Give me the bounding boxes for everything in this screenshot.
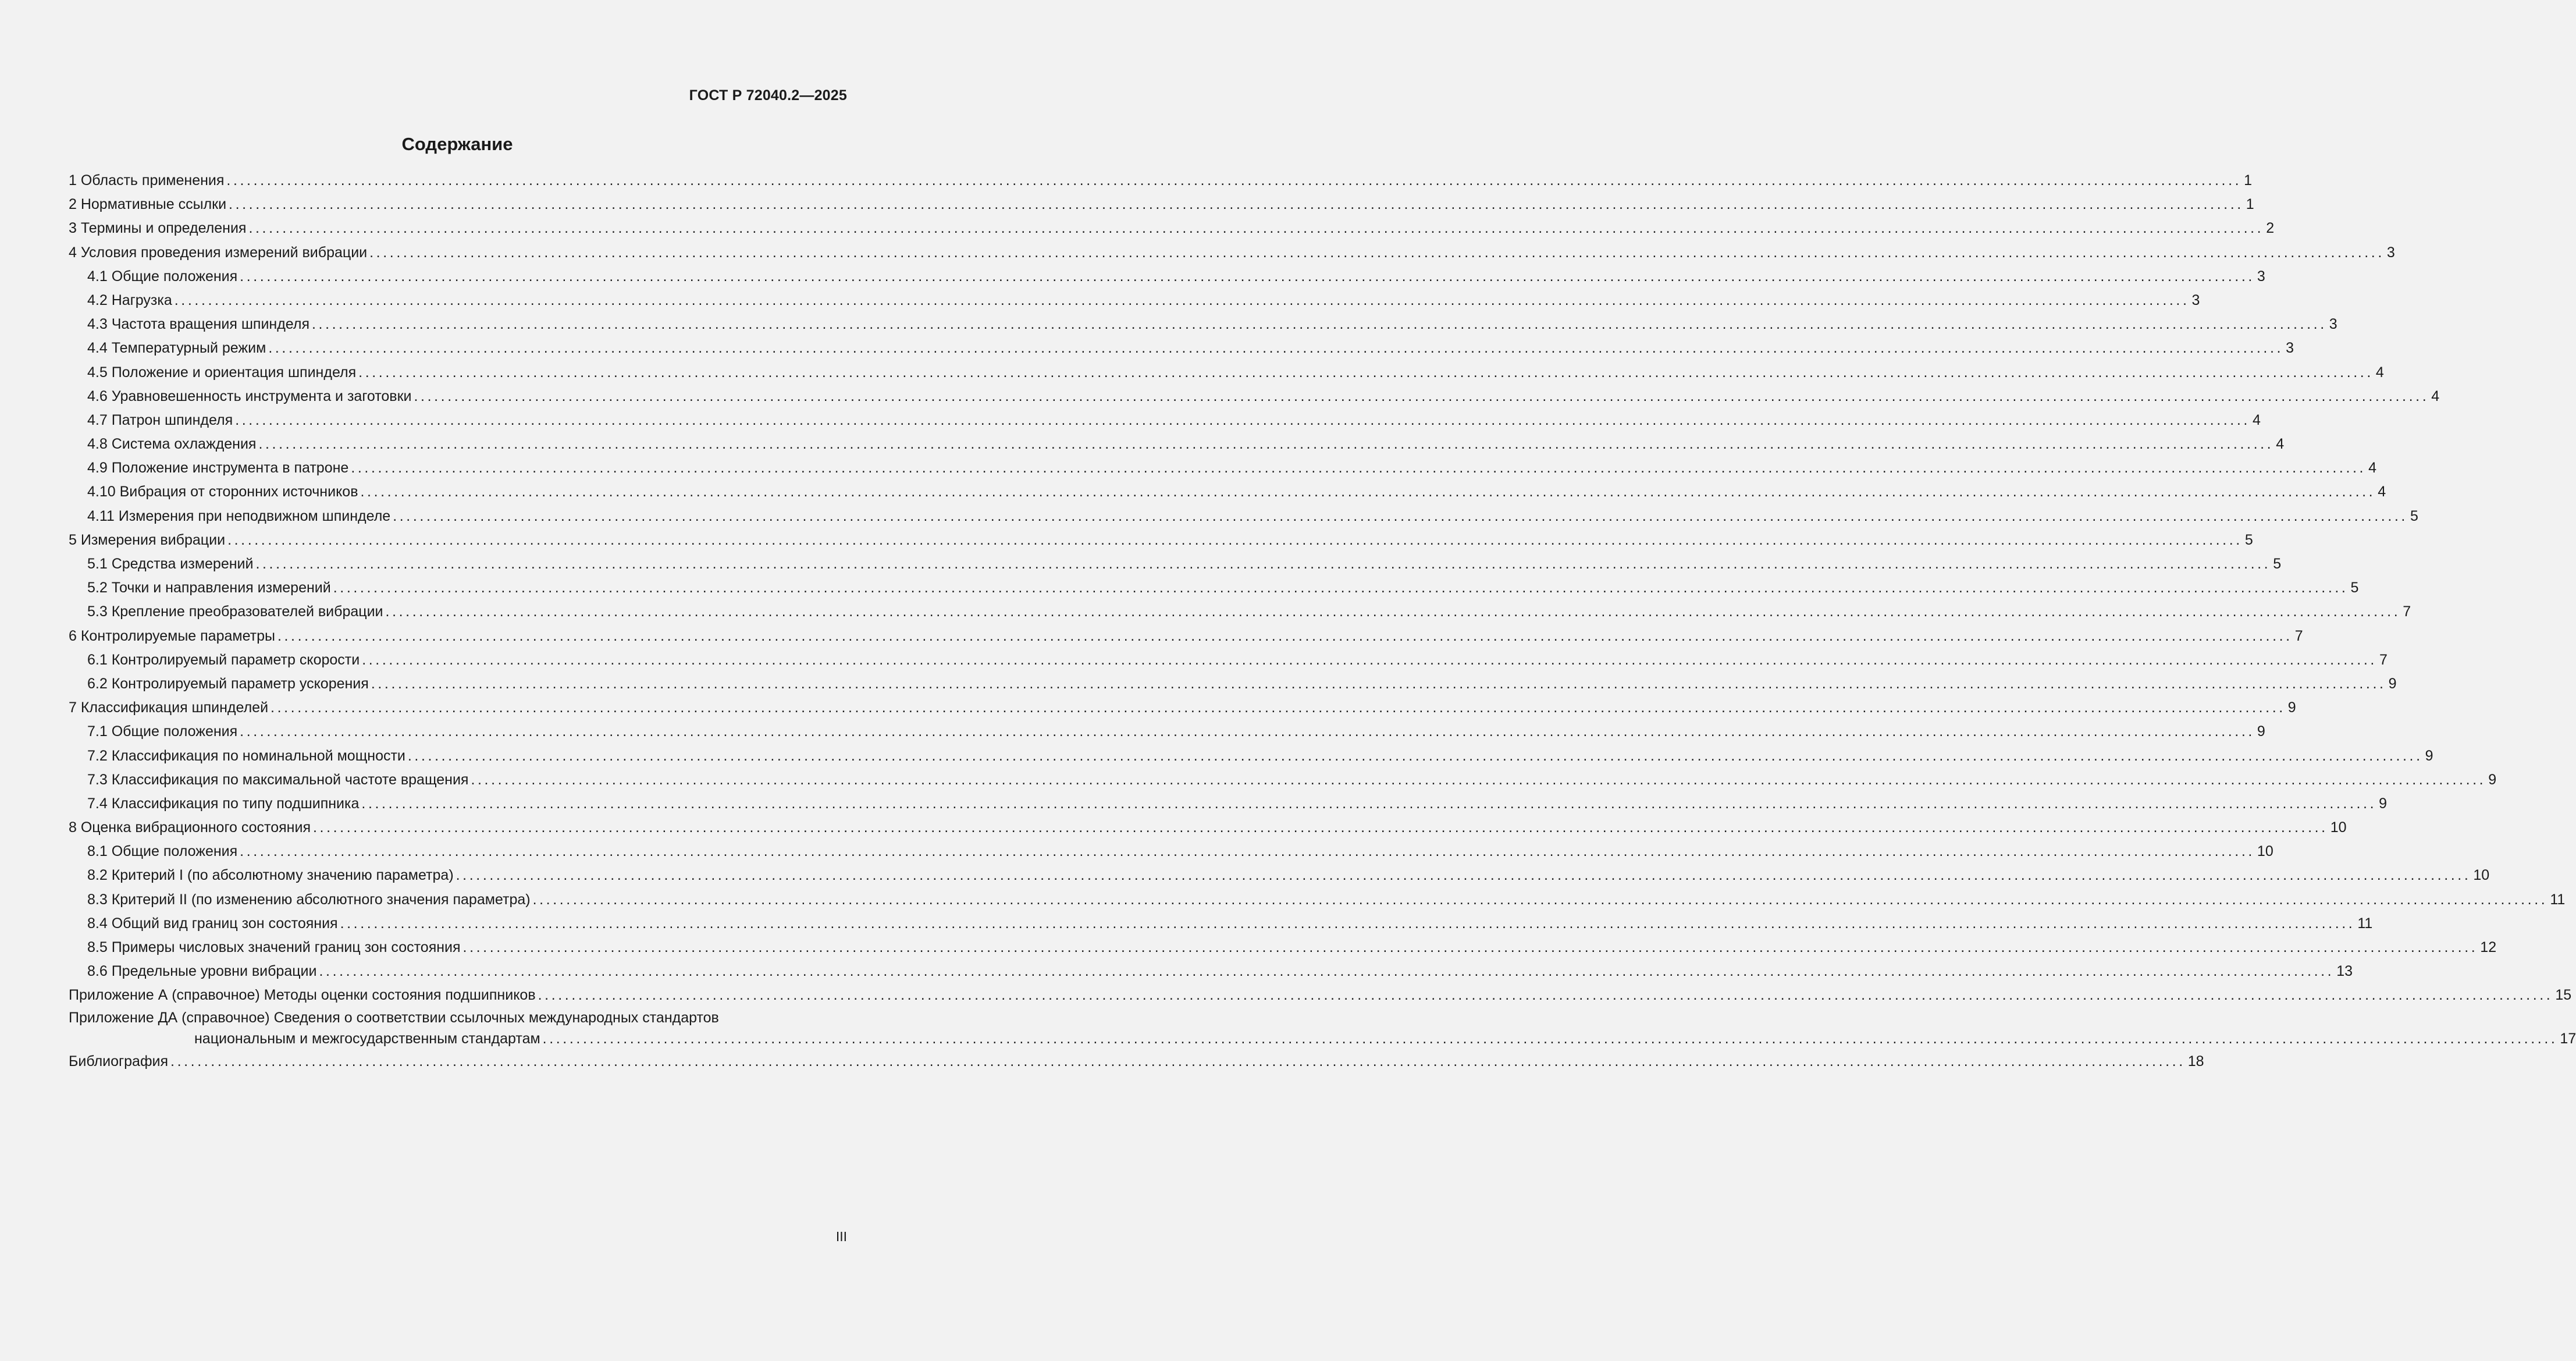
toc-entry-label: Библиография <box>69 1053 169 1069</box>
toc-leader-dots: ............................................................................................................................................................................................................................................................................................................ <box>385 603 2401 620</box>
toc-entry-page: 12 <box>2480 939 2497 955</box>
toc-leader-dots: ............................................................................................................................................................................................................................................................................................................ <box>240 268 2255 285</box>
toc-leader-dots: ............................................................................................................................................................................................................................................................................................................ <box>351 460 2367 477</box>
table-of-contents <box>69 169 2576 1074</box>
toc-leader-dots: ............................................................................................................................................................................................................................................................................................................ <box>333 580 2349 596</box>
toc-entry-page: 3 <box>2329 316 2337 333</box>
toc-entry-label: 4.8 Система охлаждения <box>87 436 257 453</box>
toc-entry-label: 8.5 Примеры числовых значений границ зон состояния <box>87 939 461 955</box>
toc-leader-dots: ............................................................................................................................................................................................................................................................................................................ <box>319 963 2335 980</box>
toc-entry-label: 6.2 Контролируемый параметр ускорения <box>87 675 369 692</box>
toc-title: Содержание <box>401 134 513 154</box>
toc-entry-label: Приложение А (справочное) Методы оценки состояния подшипников <box>69 987 536 1004</box>
toc-entry-label: 8.4 Общий вид границ зон состояния <box>87 915 338 932</box>
toc-leader-dots: ............................................................................................................................................................................................................................................................................................................ <box>229 196 2244 213</box>
toc-entry-page: 3 <box>2191 292 2200 308</box>
toc-entry-page: 5 <box>2244 531 2253 548</box>
toc-entry[interactable] <box>69 169 2253 193</box>
toc-entry[interactable] <box>69 456 2376 480</box>
toc-entry-label: Приложение ДА (справочное) Сведения о соответствии ссылочных международных стандартов <box>69 1009 719 1026</box>
toc-leader-dots: ............................................................................................................................................................................................................................................................................................................ <box>360 484 2376 500</box>
toc-entry-appendix-da[interactable] <box>69 1008 2576 1050</box>
toc-entry-label: 4.1 Общие положения <box>87 268 238 285</box>
toc-entry[interactable] <box>69 720 2265 744</box>
toc-leader-dots: ............................................................................................................................................................................................................................................................................................................ <box>371 675 2386 692</box>
toc-leader-dots: ............................................................................................................................................................................................................................................................................................................ <box>312 316 2327 333</box>
toc-leader-dots: ............................................................................................................................................................................................................................................................................................................ <box>407 747 2423 764</box>
toc-entry[interactable] <box>69 265 2265 289</box>
toc-entry-label: 4.5 Положение и ориентация шпинделя <box>87 364 357 381</box>
toc-entry-label: 8.2 Критерий I (по абсолютному значению параметра) <box>87 867 454 884</box>
toc-leader-dots: ............................................................................................................................................................................................................................................................................................................ <box>170 1053 2186 1069</box>
page-number: III <box>835 1229 847 1244</box>
toc-entry-label: 5 Измерения вибрации <box>69 531 226 548</box>
toc-entry[interactable] <box>69 576 2359 600</box>
toc-entry-label: 4.11 Измерения при неподвижном шпинделе <box>87 507 391 524</box>
toc-entry-page: 7 <box>2403 603 2411 620</box>
toc-entry-page: 9 <box>2425 747 2433 764</box>
toc-entry[interactable] <box>69 840 2273 863</box>
toc-entry-label: 8.1 Общие положения <box>87 843 238 860</box>
toc-entry-page: 4 <box>2276 436 2285 453</box>
toc-entry-page: 4 <box>2368 460 2376 477</box>
toc-entry-page: 1 <box>2246 196 2254 213</box>
toc-entry[interactable] <box>69 336 2294 360</box>
toc-entry-page: 2 <box>2266 220 2275 237</box>
toc-entry-label: 7.2 Классификация по номинальной мощности <box>87 747 405 764</box>
toc-entry-label: 4.9 Положение инструмента в патроне <box>87 460 349 477</box>
toc-entry[interactable] <box>69 312 2337 336</box>
toc-entry-label: 1 Область применения <box>69 172 225 189</box>
toc-entry-label: 7.1 Общие положения <box>87 723 238 740</box>
document-code: ГОСТ Р 72040.2—2025 <box>689 87 847 104</box>
toc-leader-dots: ............................................................................................................................................................................................................................................................................................................ <box>358 364 2374 381</box>
toc-entry-label: 4.6 Уравновешенность инструмента и заготовки <box>87 388 412 404</box>
toc-leader-dots: ............................................................................................................................................................................................................................................................................................................ <box>258 436 2274 453</box>
toc-entry[interactable] <box>69 528 2253 552</box>
toc-entry-page: 9 <box>2488 771 2497 788</box>
toc-entry-label: 7.4 Классификация по типу подшипника <box>87 795 360 812</box>
toc-entry-label: 8.3 Критерий II (по изменению абсолютного значения параметра) <box>87 891 531 908</box>
toc-leader-dots: ............................................................................................................................................................................................................................................................................................................ <box>227 531 2243 548</box>
toc-entry[interactable] <box>69 983 2572 1007</box>
toc-entry-label: 4.4 Температурный режим <box>87 340 266 357</box>
toc-entry-page: 15 <box>2555 987 2572 1004</box>
toc-entry[interactable] <box>69 600 2411 624</box>
toc-entry[interactable] <box>69 241 2395 265</box>
toc-leader-dots: ............................................................................................................................................................................................................................................................................................................ <box>456 867 2471 884</box>
toc-leader-dots: ............................................................................................................................................................................................................................................................................................................ <box>361 795 2377 812</box>
toc-entry[interactable] <box>69 768 2497 792</box>
toc-leader-dots: ............................................................................................................................................................................................................................................................................................................ <box>277 627 2293 644</box>
toc-leader-dots: ............................................................................................................................................................................................................................................................................................................ <box>268 340 2284 357</box>
toc-entry-page: 9 <box>2388 675 2397 692</box>
toc-entry-page: 1 <box>2244 172 2253 189</box>
toc-entry[interactable] <box>69 888 2566 912</box>
toc-entry[interactable] <box>69 816 2347 840</box>
toc-entry-bibliography[interactable] <box>69 1050 2204 1074</box>
toc-leader-dots: ............................................................................................................................................................................................................................................................................................................ <box>414 388 2429 404</box>
toc-entry-label: 5.3 Крепление преобразователей вибрации <box>87 603 383 620</box>
toc-entry-label: 6.1 Контролируемый параметр скорости <box>87 651 360 668</box>
toc-leader-dots: ............................................................................................................................................................................................................................................................................................................ <box>340 915 2356 932</box>
toc-entry-label: 4.10 Вибрация от сторонних источников <box>87 484 358 500</box>
toc-leader-dots: ............................................................................................................................................................................................................................................................................................................ <box>235 411 2250 428</box>
toc-entry[interactable] <box>69 624 2303 648</box>
toc-entry-label: 7 Классификация шпинделей <box>69 699 269 716</box>
toc-leader-dots: ............................................................................................................................................................................................................................................................................................................ <box>532 891 2548 908</box>
toc-entry[interactable] <box>69 552 2282 576</box>
toc-entry[interactable] <box>69 672 2397 696</box>
toc-entry[interactable] <box>69 480 2386 504</box>
toc-entry-page: 7 <box>2379 651 2388 668</box>
toc-entry[interactable] <box>69 504 2418 528</box>
toc-entry-page: 4 <box>2431 388 2440 404</box>
toc-leader-dots: ............................................................................................................................................................................................................................................................................................................ <box>362 651 2377 668</box>
toc-entry-page: 17 <box>2560 1030 2576 1047</box>
toc-entry-page: 11 <box>2550 891 2566 908</box>
toc-leader-dots: ............................................................................................................................................................................................................................................................................................................ <box>542 1030 2558 1047</box>
toc-entry-page: 5 <box>2410 507 2418 524</box>
toc-entry[interactable] <box>69 432 2285 456</box>
toc-leader-dots: ............................................................................................................................................................................................................................................................................................................ <box>312 819 2328 836</box>
toc-entry[interactable] <box>69 960 2353 983</box>
toc-entry[interactable] <box>69 648 2388 672</box>
toc-leader-dots: ............................................................................................................................................................................................................................................................................................................ <box>462 939 2478 955</box>
toc-entry-label: 2 Нормативные ссылки <box>69 196 227 213</box>
toc-entry-page: 3 <box>2386 244 2395 261</box>
toc-entry[interactable] <box>69 408 2261 432</box>
toc-entry-page: 11 <box>2357 915 2373 932</box>
toc-leader-dots: ............................................................................................................................................................................................................................................................................................................ <box>248 220 2264 237</box>
toc-entry[interactable] <box>69 912 2373 936</box>
toc-entry-page: 18 <box>2187 1053 2204 1069</box>
toc-entry[interactable] <box>69 792 2388 816</box>
toc-entry-page: 9 <box>2287 699 2296 716</box>
toc-entry[interactable] <box>69 385 2440 408</box>
toc-entry-label: 4.7 Патрон шпинделя <box>87 411 233 428</box>
toc-entry-page: 10 <box>2473 867 2490 884</box>
toc-leader-dots: ............................................................................................................................................................................................................................................................................................................ <box>538 987 2553 1004</box>
toc-leader-dots: ............................................................................................................................................................................................................................................................................................................ <box>240 723 2255 740</box>
toc-leader-dots: ............................................................................................................................................................................................................................................................................................................ <box>255 556 2271 572</box>
toc-entry-page: 5 <box>2350 580 2359 596</box>
toc-entry[interactable] <box>69 696 2296 720</box>
toc-leader-dots: ............................................................................................................................................................................................................................................................................................................ <box>471 771 2486 788</box>
toc-entry-label: 5.2 Точки и направления измерений <box>87 580 331 596</box>
toc-entry[interactable] <box>69 193 2254 216</box>
toc-entry-label: 6 Контролируемые параметры <box>69 627 275 644</box>
toc-entry-label-continued: национальным и межгосударственным стандартам <box>194 1030 540 1047</box>
toc-entry-page: 7 <box>2294 627 2303 644</box>
toc-entry-label: 5.1 Средства измерений <box>87 556 254 572</box>
toc-entry-page: 9 <box>2257 723 2265 740</box>
toc-entry-label: 8.6 Предельные уровни вибрации <box>87 963 317 980</box>
toc-leader-dots: ............................................................................................................................................................................................................................................................................................................ <box>393 507 2408 524</box>
toc-entry[interactable] <box>69 936 2497 960</box>
toc-entry-label: 4 Условия проведения измерений вибрации <box>69 244 368 261</box>
toc-entry-page: 13 <box>2336 963 2353 980</box>
toc-entry-page: 9 <box>2379 795 2388 812</box>
toc-entry-page: 3 <box>2257 268 2265 285</box>
toc-entry-label: 7.3 Классификация по максимальной частоте вращения <box>87 771 469 788</box>
toc-entry-label: 8 Оценка вибрационного состояния <box>69 819 311 836</box>
toc-entry-page: 4 <box>2375 364 2384 381</box>
toc-entry[interactable] <box>69 289 2200 312</box>
toc-entry-page: 10 <box>2330 819 2347 836</box>
toc-entry-page: 4 <box>2252 411 2261 428</box>
toc-entry[interactable] <box>69 216 2275 240</box>
toc-entry-page: 10 <box>2257 843 2273 860</box>
toc-leader-dots: ............................................................................................................................................................................................................................................................................................................ <box>369 244 2385 261</box>
toc-entry-page: 5 <box>2273 556 2282 572</box>
toc-entry[interactable] <box>69 361 2384 385</box>
toc-leader-dots: ............................................................................................................................................................................................................................................................................................................ <box>271 699 2286 716</box>
toc-leader-dots: ............................................................................................................................................................................................................................................................................................................ <box>174 292 2190 308</box>
toc-entry-label: 4.3 Частота вращения шпинделя <box>87 316 309 333</box>
toc-entry-page: 3 <box>2286 340 2294 357</box>
toc-entry-label: 3 Термины и определения <box>69 220 247 237</box>
toc-leader-dots: ............................................................................................................................................................................................................................................................................................................ <box>240 843 2255 860</box>
toc-entry[interactable] <box>69 863 2490 887</box>
toc-leader-dots: ............................................................................................................................................................................................................................................................................................................ <box>226 172 2242 189</box>
toc-entry-page: 4 <box>2378 484 2386 500</box>
toc-entry-label: 4.2 Нагрузка <box>87 292 172 308</box>
toc-entry[interactable] <box>69 744 2433 768</box>
